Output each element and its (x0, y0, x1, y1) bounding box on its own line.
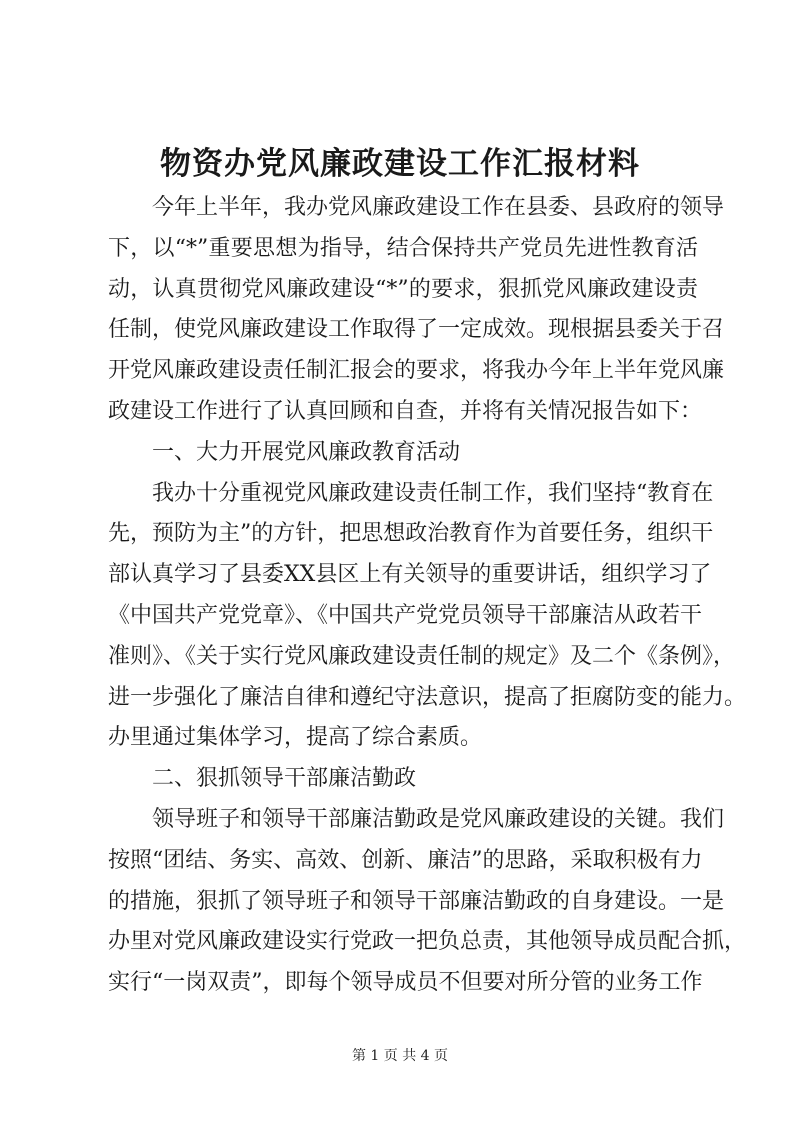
paragraph-line: 领导班子和领导干部廉洁勤政是党风廉政建设的关键。我们 (152, 806, 725, 832)
paragraph-line: 进一步强化了廉洁自律和遵纪守法意识，提高了拒腐防变的能力。 (108, 684, 747, 710)
paragraph-line: 实行“一岗双责”，即每个领导成员不但要对所分管的业务工作 (108, 970, 703, 996)
paragraph-line: 开党风廉政建设责任制汇报会的要求，将我办今年上半年党风廉 (108, 358, 725, 384)
paragraph-line: 下，以“*”重要思想为指导，结合保持共产党员先进性教育活 (108, 235, 698, 261)
section-heading: 二、狠抓领导干部廉洁勤政 (152, 766, 417, 792)
paragraph-line: 准则》、《关于实行党风廉政建设责任制的规定》及二个《条例》， (108, 643, 736, 669)
paragraph-line: 按照“团结、务实、高效、创新、廉洁”的思路，采取积极有力 (108, 847, 703, 873)
paragraph-line: 政建设工作进行了认真回顾和自查，并将有关情况报告如下： (108, 398, 703, 424)
paragraph-line: 我办十分重视党风廉政建设责任制工作，我们坚持“教育在 (152, 480, 714, 506)
document-body (108, 188, 747, 1004)
page-number: 第 1 页 共 4 页 (351, 1048, 449, 1064)
paragraph-line: 的措施，狠抓了领导班子和领导干部廉洁勤政的自身建设。一是 (108, 888, 725, 914)
paragraph-line: 动，认真贯彻党风廉政建设“*”的要求，狠抓党风廉政建设责 (108, 276, 698, 302)
paragraph-line: 办里通过集体学习，提高了综合素质。 (108, 725, 483, 751)
paragraph-line: 办里对党风廉政建设实行党政一把负总责，其他领导成员配合抓， (108, 929, 747, 955)
section-heading: 一、大力开展党风廉政教育活动 (152, 439, 461, 465)
paragraph-line: 先，预防为主”的方针，把思想政治教育作为首要任务，组织干 (108, 521, 714, 547)
paragraph-line: 任制，使党风廉政建设工作取得了一定成效。现根据县委关于召 (108, 317, 725, 343)
paragraph-line: 部认真学习了县委XX县区上有关领导的重要讲话，组织学习了 (108, 562, 712, 588)
paragraph-line: 今年上半年，我办党风廉政建设工作在县委、县政府的领导 (152, 195, 725, 220)
document-title: 物资办党风廉政建设工作汇报材料 (160, 146, 640, 182)
paragraph-line: 《中国共产党党章》、《中国共产党党员领导干部廉洁从政若干 (108, 602, 703, 628)
